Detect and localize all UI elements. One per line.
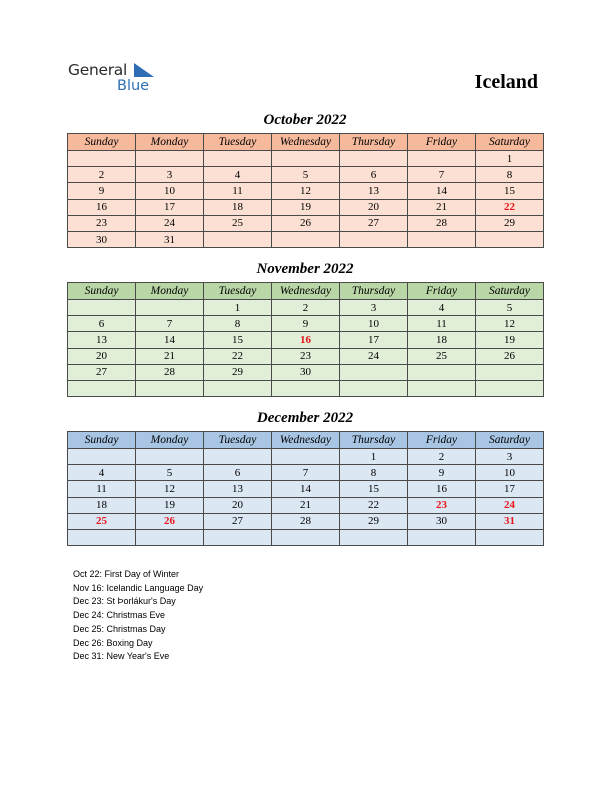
week-row [68, 183, 544, 199]
day-cell: 28 [272, 513, 340, 529]
day-cell: 15 [204, 332, 272, 348]
day-cell: 4 [204, 167, 272, 183]
day-cell: 13 [340, 183, 408, 199]
empty-day-cell [272, 449, 340, 465]
day-cell: 21 [136, 348, 204, 364]
day-cell: 31 [476, 513, 544, 529]
empty-day-cell [476, 529, 544, 545]
day-cell: 25 [68, 513, 136, 529]
weekday-tuesday: Tuesday [204, 432, 272, 449]
weekday-friday: Friday [408, 283, 476, 300]
week-row [68, 167, 544, 183]
week-row [68, 231, 544, 247]
day-cell: 29 [340, 513, 408, 529]
empty-day-cell [272, 231, 340, 247]
day-cell: 1 [340, 449, 408, 465]
empty-day-cell [204, 380, 272, 396]
day-cell: 6 [68, 316, 136, 332]
day-cell: 2 [68, 167, 136, 183]
empty-day-cell [340, 231, 408, 247]
day-cell: 3 [476, 449, 544, 465]
day-cell: 9 [408, 465, 476, 481]
day-cell: 29 [476, 215, 544, 231]
day-cell: 25 [408, 348, 476, 364]
day-cell: 10 [136, 183, 204, 199]
day-cell: 17 [476, 481, 544, 497]
day-cell: 11 [204, 183, 272, 199]
day-cell: 12 [136, 481, 204, 497]
day-cell: 20 [340, 199, 408, 215]
day-cell: 14 [272, 481, 340, 497]
day-cell: 19 [136, 497, 204, 513]
weekday-thursday: Thursday [340, 283, 408, 300]
weekday-tuesday: Tuesday [204, 134, 272, 151]
holiday-item: Dec 31: New Year's Eve [73, 651, 170, 662]
day-cell: 29 [204, 364, 272, 380]
calendar-october [67, 133, 544, 248]
weekday-friday: Friday [408, 134, 476, 151]
day-cell: 5 [272, 167, 340, 183]
day-cell: 30 [272, 364, 340, 380]
day-cell: 28 [136, 364, 204, 380]
day-cell: 11 [68, 481, 136, 497]
weekday-header-row [68, 134, 544, 151]
week-row [68, 332, 544, 348]
month-title-november: November 2022 [256, 261, 354, 277]
empty-day-cell [68, 449, 136, 465]
empty-day-cell [340, 380, 408, 396]
day-cell: 26 [476, 348, 544, 364]
day-cell: 23 [272, 348, 340, 364]
day-cell: 7 [408, 167, 476, 183]
day-cell: 19 [476, 332, 544, 348]
empty-day-cell [408, 380, 476, 396]
week-row [68, 449, 544, 465]
empty-day-cell [476, 364, 544, 380]
day-cell: 10 [476, 465, 544, 481]
day-cell: 26 [272, 215, 340, 231]
holiday-item: Dec 24: Christmas Eve [73, 610, 166, 621]
day-cell: 18 [408, 332, 476, 348]
calendar-december [67, 431, 544, 546]
empty-day-cell [408, 231, 476, 247]
empty-day-cell [476, 380, 544, 396]
empty-day-cell [204, 449, 272, 465]
day-cell: 26 [136, 513, 204, 529]
day-cell: 22 [476, 199, 544, 215]
empty-day-cell [136, 300, 204, 316]
weekday-header-row [68, 432, 544, 449]
day-cell: 23 [408, 497, 476, 513]
week-row [68, 465, 544, 481]
day-cell: 20 [68, 348, 136, 364]
day-cell: 24 [476, 497, 544, 513]
week-row [68, 380, 544, 396]
month-title-october: October 2022 [263, 112, 347, 128]
week-row [68, 481, 544, 497]
logo-triangle-icon [134, 63, 154, 77]
holiday-item: Nov 16: Icelandic Language Day [73, 582, 204, 593]
empty-day-cell [340, 364, 408, 380]
day-cell: 15 [476, 183, 544, 199]
day-cell: 8 [476, 167, 544, 183]
holiday-item: Oct 22: First Day of Winter [73, 569, 180, 579]
day-cell: 14 [136, 332, 204, 348]
weekday-monday: Monday [136, 432, 204, 449]
empty-day-cell [272, 529, 340, 545]
day-cell: 6 [204, 465, 272, 481]
empty-day-cell [68, 300, 136, 316]
day-cell: 4 [68, 465, 136, 481]
day-cell: 5 [136, 465, 204, 481]
day-cell: 5 [476, 300, 544, 316]
weekday-sunday: Sunday [68, 283, 136, 300]
holiday-item: Dec 23: St Þorlákur's Day [73, 596, 176, 607]
weekday-saturday: Saturday [476, 432, 544, 449]
week-row [68, 199, 544, 215]
weekday-tuesday: Tuesday [204, 283, 272, 300]
day-cell: 9 [272, 316, 340, 332]
day-cell: 17 [136, 199, 204, 215]
day-cell: 18 [204, 199, 272, 215]
day-cell: 2 [408, 449, 476, 465]
day-cell: 7 [272, 465, 340, 481]
empty-day-cell [136, 529, 204, 545]
empty-day-cell [136, 151, 204, 167]
day-cell: 3 [136, 167, 204, 183]
week-row [68, 215, 544, 231]
day-cell: 10 [340, 316, 408, 332]
empty-day-cell [408, 364, 476, 380]
day-cell: 12 [476, 316, 544, 332]
holiday-item: Dec 26: Boxing Day [73, 637, 153, 648]
week-row [68, 348, 544, 364]
empty-day-cell [204, 529, 272, 545]
weekday-header-row [68, 283, 544, 300]
day-cell: 20 [204, 497, 272, 513]
day-cell: 17 [340, 332, 408, 348]
day-cell: 2 [272, 300, 340, 316]
day-cell: 22 [340, 497, 408, 513]
day-cell: 7 [136, 316, 204, 332]
day-cell: 4 [408, 300, 476, 316]
week-row [68, 513, 544, 529]
weekday-monday: Monday [136, 134, 204, 151]
day-cell: 13 [68, 332, 136, 348]
day-cell: 24 [136, 215, 204, 231]
day-cell: 18 [68, 497, 136, 513]
holiday-item: Dec 25: Christmas Day [73, 623, 166, 634]
day-cell: 25 [204, 215, 272, 231]
generalblue-logo [68, 61, 168, 97]
empty-day-cell [68, 529, 136, 545]
empty-day-cell [340, 529, 408, 545]
day-cell: 23 [68, 215, 136, 231]
day-cell: 12 [272, 183, 340, 199]
day-cell: 24 [340, 348, 408, 364]
empty-day-cell [204, 151, 272, 167]
week-row [68, 316, 544, 332]
weekday-thursday: Thursday [340, 432, 408, 449]
day-cell: 16 [272, 332, 340, 348]
week-row [68, 151, 544, 167]
day-cell: 3 [340, 300, 408, 316]
weekday-sunday: Sunday [68, 432, 136, 449]
week-row [68, 497, 544, 513]
empty-day-cell [340, 151, 408, 167]
empty-day-cell [476, 231, 544, 247]
day-cell: 22 [204, 348, 272, 364]
week-row [68, 529, 544, 545]
weekday-wednesday: Wednesday [272, 134, 340, 151]
day-cell: 8 [204, 316, 272, 332]
day-cell: 16 [68, 199, 136, 215]
week-row [68, 364, 544, 380]
day-cell: 8 [340, 465, 408, 481]
calendar-november [67, 282, 544, 397]
day-cell: 28 [408, 215, 476, 231]
weekday-wednesday: Wednesday [272, 283, 340, 300]
holiday-list [73, 568, 203, 664]
empty-day-cell [136, 449, 204, 465]
day-cell: 27 [68, 364, 136, 380]
weekday-saturday: Saturday [476, 283, 544, 300]
day-cell: 1 [204, 300, 272, 316]
day-cell: 27 [204, 513, 272, 529]
day-cell: 30 [408, 513, 476, 529]
day-cell: 6 [340, 167, 408, 183]
weekday-friday: Friday [408, 432, 476, 449]
empty-day-cell [272, 380, 340, 396]
day-cell: 13 [204, 481, 272, 497]
empty-day-cell [68, 380, 136, 396]
day-cell: 21 [272, 497, 340, 513]
day-cell: 27 [340, 215, 408, 231]
month-title-december: December 2022 [256, 410, 354, 426]
day-cell: 11 [408, 316, 476, 332]
empty-day-cell [408, 151, 476, 167]
day-cell: 19 [272, 199, 340, 215]
day-cell: 16 [408, 481, 476, 497]
weekday-monday: Monday [136, 283, 204, 300]
empty-day-cell [408, 529, 476, 545]
weekday-wednesday: Wednesday [272, 432, 340, 449]
country-title: Iceland [474, 71, 538, 93]
logo-text-general: General [68, 61, 127, 79]
day-cell: 14 [408, 183, 476, 199]
weekday-saturday: Saturday [476, 134, 544, 151]
day-cell: 9 [68, 183, 136, 199]
weekday-thursday: Thursday [340, 134, 408, 151]
day-cell: 31 [136, 231, 204, 247]
weekday-sunday: Sunday [68, 134, 136, 151]
logo-text-blue: Blue [117, 78, 150, 94]
empty-day-cell [68, 151, 136, 167]
empty-day-cell [272, 151, 340, 167]
day-cell: 15 [340, 481, 408, 497]
empty-day-cell [204, 231, 272, 247]
day-cell: 30 [68, 231, 136, 247]
empty-day-cell [136, 380, 204, 396]
day-cell: 1 [476, 151, 544, 167]
week-row [68, 300, 544, 316]
day-cell: 21 [408, 199, 476, 215]
